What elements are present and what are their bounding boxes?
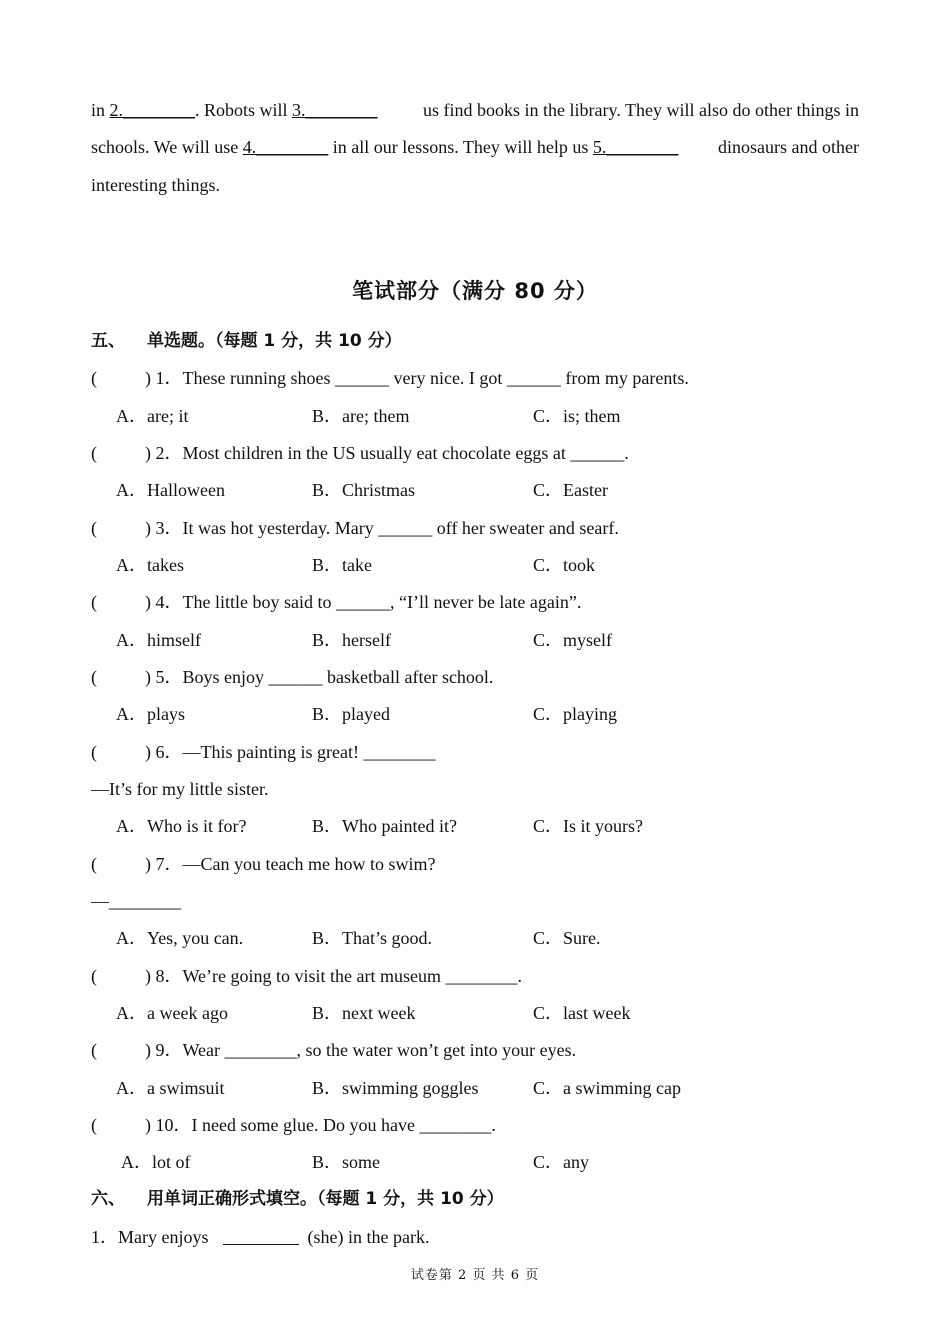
q10-option-b[interactable]: B．some: [312, 1152, 381, 1172]
q4-option-b[interactable]: B．herself: [312, 630, 391, 650]
q9-option-c[interactable]: C．a swimming cap: [533, 1078, 681, 1098]
section-title: 笔试部分（满分 80 分）: [352, 279, 598, 303]
answer-box-2[interactable]: (: [91, 443, 97, 463]
q5-option-b[interactable]: B．played: [312, 704, 390, 724]
answer-box-7[interactable]: (: [91, 854, 97, 874]
answer-box-1[interactable]: (: [91, 368, 97, 388]
q8-option-c[interactable]: C．last week: [533, 1003, 631, 1023]
question-6-text: ) 6．—This painting is great! ________: [145, 742, 436, 762]
question-3-text: ) 3．It was hot yesterday. Mary ______ off her sweater and searf.: [145, 518, 619, 538]
fill-question-1-end: (she) in the park.: [302, 1227, 430, 1247]
fill-blank-1[interactable]: [223, 1228, 299, 1245]
q3-option-b[interactable]: B．take: [312, 555, 372, 575]
question-2: [91, 442, 629, 464]
section-5-number: 五、: [91, 331, 125, 351]
question-10: [91, 1114, 496, 1136]
passage-line-1-text: in 2.________. Robots will 3.________: [91, 100, 378, 120]
question-6: [91, 741, 435, 763]
passage-line-2-end: dinosaurs and other: [718, 137, 859, 157]
q5-option-c[interactable]: C．playing: [533, 704, 617, 724]
q2-option-b[interactable]: B．Christmas: [312, 480, 416, 500]
q9-option-a[interactable]: A．a swimsuit: [116, 1078, 225, 1098]
section-5-heading: [91, 330, 402, 352]
question-9: [91, 1039, 576, 1061]
question-5-text: ) 5．Boys enjoy ______ basketball after school.: [145, 667, 494, 687]
q10-option-a[interactable]: A．lot of: [121, 1152, 191, 1172]
q6-option-b[interactable]: B．Who painted it?: [312, 816, 457, 836]
question-5: [91, 666, 493, 688]
answer-box-5[interactable]: (: [91, 667, 97, 687]
q8-option-b[interactable]: B．next week: [312, 1003, 416, 1023]
question-8-text: ) 8．We’re going to visit the art museum ________.: [145, 966, 522, 986]
blank-4[interactable]: 4.________: [242, 137, 329, 157]
q1-option-c[interactable]: C．is; them: [533, 406, 621, 426]
question-7: [91, 853, 435, 875]
blank-5[interactable]: 5.________: [592, 137, 679, 157]
answer-box-6[interactable]: (: [91, 742, 97, 762]
q3-option-c[interactable]: C．took: [533, 555, 596, 575]
section-6-text: 用单词正确形式填空。（每题 1 分，共 10 分）: [147, 1189, 504, 1209]
page-footer: 试卷第 2 页 共 6 页: [410, 1268, 540, 1283]
q2-option-c[interactable]: C．Easter: [533, 480, 608, 500]
section-6-heading: [91, 1188, 504, 1210]
q10-option-c[interactable]: C．any: [533, 1152, 589, 1172]
passage-line-1-end: us find books in the library. They will also do other things in: [423, 100, 859, 120]
q7-option-a[interactable]: A．Yes, you can.: [116, 928, 244, 948]
section-6-number: 六、: [91, 1189, 125, 1209]
question-7-reply: —________: [91, 891, 181, 911]
question-6-reply: —It’s for my little sister.: [91, 779, 269, 799]
answer-box-8[interactable]: (: [91, 966, 97, 986]
question-2-text: ) 2．Most children in the US usually eat chocolate eggs at ______.: [145, 443, 629, 463]
q5-option-a[interactable]: A．plays: [116, 704, 185, 724]
q2-option-a[interactable]: A．Halloween: [116, 480, 225, 500]
question-1-text: ) 1．These running shoes ______ very nice. I got ______ from my parents.: [145, 368, 689, 388]
answer-box-10[interactable]: (: [91, 1115, 97, 1135]
passage-line-2-text: schools. We will use 4.________ in all our lessons. They will help us 5.________: [91, 137, 679, 157]
q3-option-a[interactable]: A．takes: [116, 555, 184, 575]
q6-option-c[interactable]: C．Is it yours?: [533, 816, 643, 836]
section-5-text: 单选题。（每题 1 分，共 10 分）: [147, 331, 402, 351]
question-8: [91, 965, 522, 987]
passage-line-3: interesting things.: [91, 175, 220, 195]
fill-question-1: [91, 1226, 429, 1248]
q7-option-b[interactable]: B．That’s good.: [312, 928, 432, 948]
q4-option-c[interactable]: C．myself: [533, 630, 612, 650]
q7-option-c[interactable]: C．Sure.: [533, 928, 601, 948]
passage-line-1: [91, 99, 859, 121]
passage-line-2: [91, 136, 859, 158]
answer-box-3[interactable]: (: [91, 518, 97, 538]
question-4: [91, 591, 581, 613]
q1-option-b[interactable]: B．are; them: [312, 406, 410, 426]
q6-option-a[interactable]: A．Who is it for?: [116, 816, 247, 836]
q8-option-a[interactable]: A．a week ago: [116, 1003, 228, 1023]
question-9-text: ) 9．Wear ________, so the water won’t get into your eyes.: [145, 1040, 577, 1060]
blank-2[interactable]: 2.________: [109, 100, 196, 120]
question-7-text: ) 7．—Can you teach me how to swim?: [145, 854, 436, 874]
fill-question-1-start: 1．Mary enjoys: [91, 1227, 213, 1247]
question-4-text: ) 4．The little boy said to ______, “I’ll never be late again”.: [145, 592, 582, 612]
q9-option-b[interactable]: B．swimming goggles: [312, 1078, 479, 1098]
question-1: [91, 367, 689, 389]
q1-option-a[interactable]: A．are; it: [116, 406, 189, 426]
question-3: [91, 517, 619, 539]
question-10-text: ) 10．I need some glue. Do you have ________.: [145, 1115, 496, 1135]
blank-3[interactable]: 3.________: [292, 100, 378, 120]
answer-box-4[interactable]: (: [91, 592, 97, 612]
answer-box-9[interactable]: (: [91, 1040, 97, 1060]
q4-option-a[interactable]: A．himself: [116, 630, 201, 650]
